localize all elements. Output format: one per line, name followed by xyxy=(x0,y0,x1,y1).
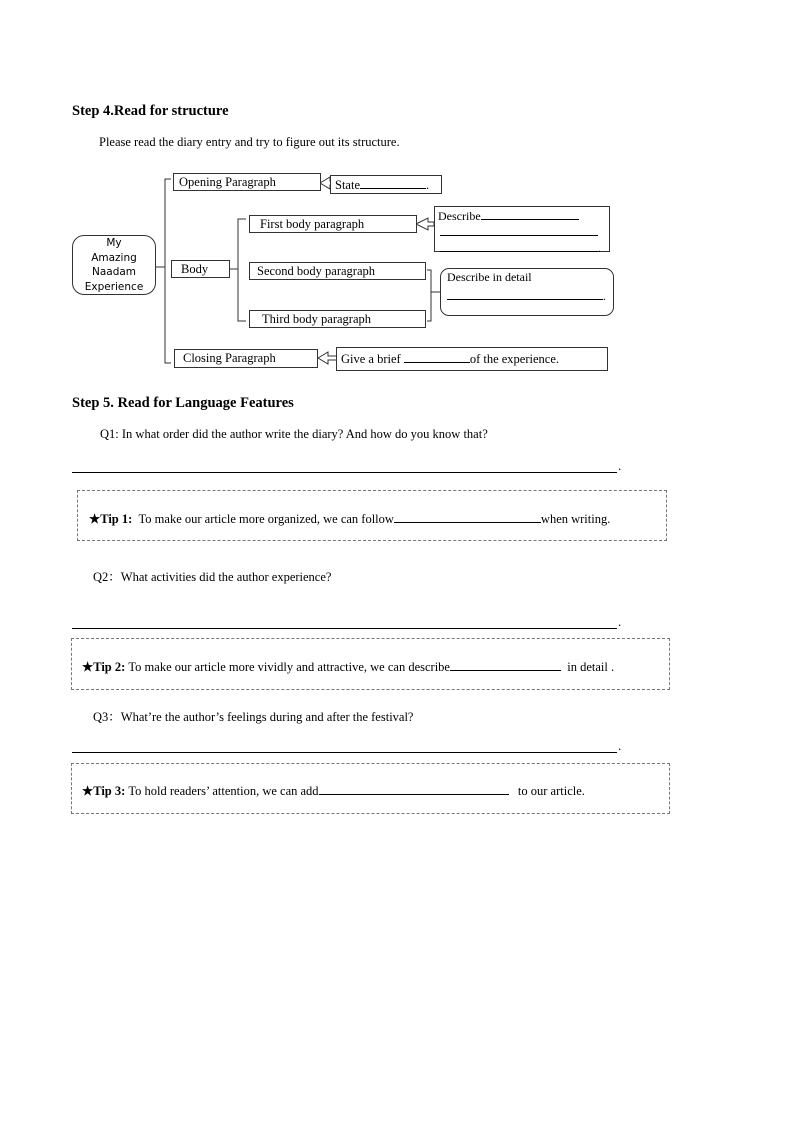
answer-1-period: . xyxy=(618,458,622,473)
answer-line-2[interactable] xyxy=(72,628,617,629)
closing-node: Closing Paragraph xyxy=(174,349,318,368)
opening-note: State . xyxy=(330,175,442,194)
question-3: Q3：What’re the author’s feelings during and after the festival? xyxy=(93,710,414,724)
detail-bracket xyxy=(427,270,431,321)
first-arrow xyxy=(416,218,434,230)
tip-2-label: ★Tip 2: xyxy=(82,660,126,674)
tip-1-text: ★Tip 1: To make our article more organized, we can follow when writing. xyxy=(89,512,611,526)
step5-heading: Step 5. Read for Language Features xyxy=(72,395,294,411)
question-2: Q2：What activities did the author experience? xyxy=(93,570,332,584)
second-body-node: Second body paragraph xyxy=(249,262,426,280)
diagram-connectors xyxy=(0,0,794,400)
detail-note: Describe in detail . xyxy=(440,268,614,316)
opening-node: Opening Paragraph xyxy=(173,173,321,191)
tip-3-text: ★Tip 3: To hold readers’ attention, we can add to our article. xyxy=(82,784,585,798)
tip-3-label: ★Tip 3: xyxy=(82,784,126,798)
first-note: Describe . xyxy=(434,206,610,252)
closing-arrow xyxy=(318,352,338,364)
question-1: Q1: In what order did the author write the diary? And how do you know that? xyxy=(100,427,488,441)
step4-instruction: Please read the diary entry and try to figure out its structure. xyxy=(99,135,400,149)
step4-heading: Step 4.Read for structure xyxy=(72,103,229,119)
tip-2-text: ★Tip 2: To make our article more vividly and attractive, we can describe in detail . xyxy=(82,660,615,674)
body-node: Body xyxy=(171,260,230,278)
tip-1-label: ★Tip 1: xyxy=(89,512,133,526)
body-bracket xyxy=(238,219,246,321)
first-body-node: First body paragraph xyxy=(249,215,417,233)
answer-line-3[interactable] xyxy=(72,752,617,753)
closing-note: Give a brief of the experience. xyxy=(336,347,608,371)
root-node: My Amazing Naadam Experience xyxy=(72,235,156,295)
third-body-node: Third body paragraph xyxy=(249,310,426,328)
answer-line-1[interactable] xyxy=(72,472,617,473)
answer-2-period: . xyxy=(618,614,622,629)
answer-3-period: . xyxy=(618,738,622,753)
